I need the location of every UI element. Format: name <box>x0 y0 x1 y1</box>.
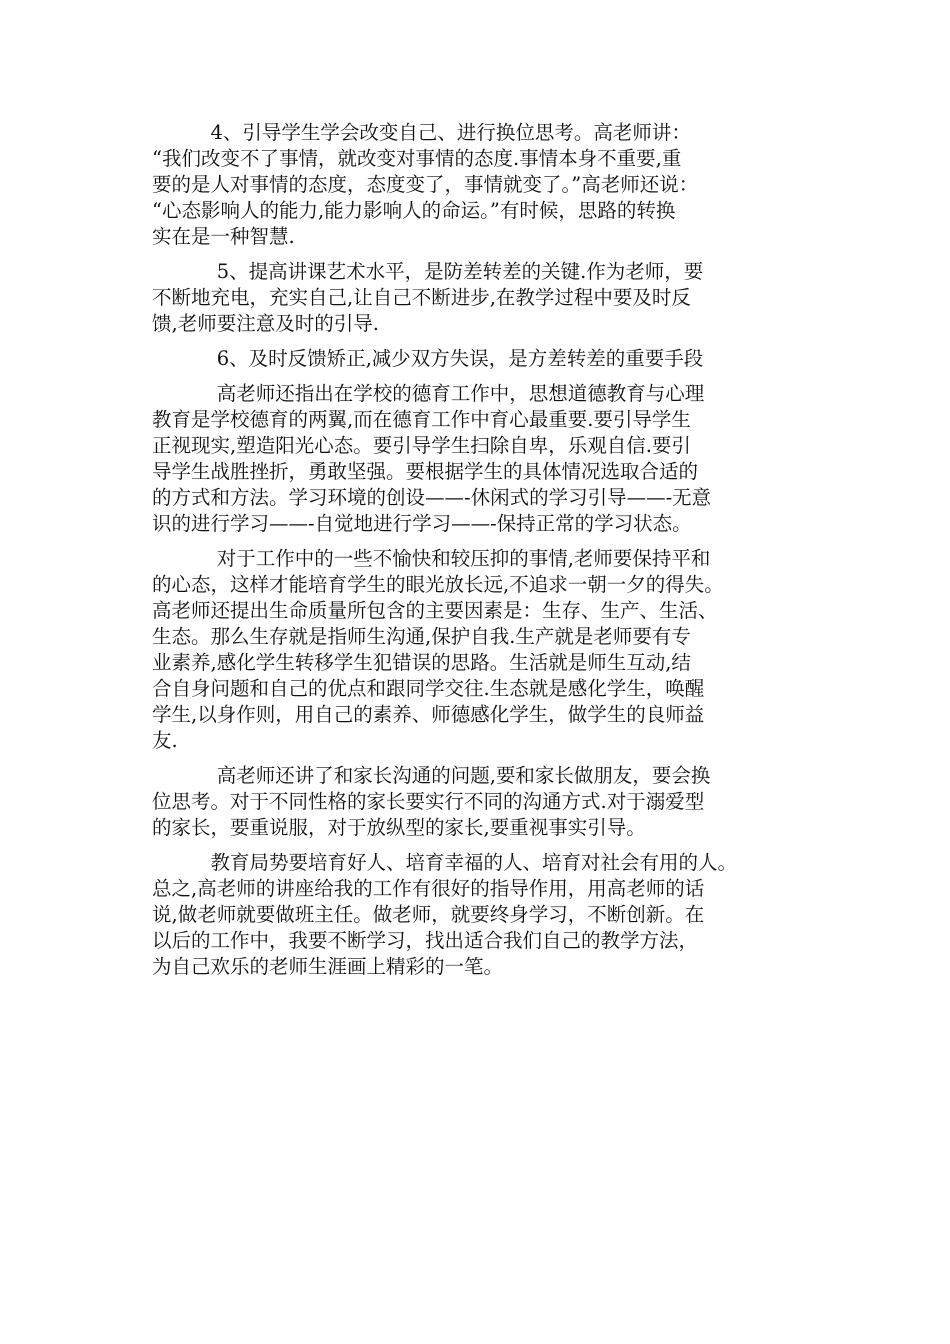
text-line: 友. <box>152 729 178 752</box>
paragraph-5-teaching-art <box>152 259 812 337</box>
text-line: 5、提高讲课艺术水平，是防差转差的关键.作为老师，要 <box>152 260 704 283</box>
text-line: 以后的工作中，我要不断学习，找出适合我们自己的教学方法， <box>152 929 699 952</box>
text-line: 位思考。对于不同性格的家长要实行不同的沟通方式.对于溺爱型 <box>152 790 705 813</box>
text-line: 为自己欢乐的老师生涯画上精彩的一笔。 <box>152 955 504 978</box>
text-line: 生态。那么生存就是指师生沟通,保护自我.生产就是老师要有专 <box>152 625 691 648</box>
text-line: 总之,高老师的讲座给我的工作有很好的指导作用，用高老师的话 <box>152 877 705 900</box>
text-line: 高老师还讲了和家长沟通的问题,要和家长做朋友，要会换 <box>152 764 711 787</box>
text-line: 识的进行学习——-自觉地进行学习——-保持正常的学习状态。 <box>152 512 692 535</box>
text-line: 的家长，要重说服，对于放纵型的家长,要重视事实引导。 <box>152 816 646 839</box>
paragraph-conclusion <box>152 850 812 980</box>
paragraph-6-feedback <box>152 346 812 372</box>
text-line: 高老师还提出生命质量所包含的主要因素是：生存、生产、生活、 <box>152 599 718 622</box>
text-line: “心态影响人的能力,能力影响人的命运。”有时候，思路的转换 <box>152 199 676 222</box>
text-line: “我们改变不了事情，就改变对事情的态度.事情本身不重要,重 <box>152 147 682 170</box>
text-line: 正视现实,塑造阳光心态。要引导学生扫除自卑，乐观自信.要引 <box>152 434 691 457</box>
text-line: 的心态，这样才能培育学生的眼光放长远,不追求一朝一夕的得失。 <box>152 573 724 596</box>
paragraph-parent-communication <box>152 763 812 841</box>
text-line: 说,做老师就要做班主任。做老师，就要终身学习，不断创新。在 <box>152 903 705 926</box>
text-line: 教育是学校德育的两翼,而在德育工作中育心最重要.要引导学生 <box>152 408 691 431</box>
document-body <box>152 120 812 989</box>
text-line: 不断地充电，充实自己,让自己不断进步,在教学过程中要及时反 <box>152 286 691 309</box>
text-line: 业素养,感化学生转移学生犯错误的思路。生活就是师生互动,结 <box>152 651 691 674</box>
text-line: 4、引导学生学会改变自己、进行换位思考。高老师讲： <box>152 121 691 144</box>
text-line: 教育局势要培育好人、培育幸福的人、培育对社会有用的人。 <box>152 851 738 874</box>
text-line: 馈,老师要注意及时的引导. <box>152 312 379 335</box>
text-line: 要的是人对事情的态度，态度变了，事情就变了。”高老师还说： <box>152 173 699 196</box>
text-line: 对于工作中的一些不愉快和较压抑的事情,老师要保持平和 <box>152 547 711 570</box>
text-line: 导学生战胜挫折，勇敢坚强。要根据学生的具体情况选取合适的 <box>152 460 699 483</box>
text-line: 合自身问题和自己的优点和跟同学交往.生态就是感化学生，唤醒 <box>152 677 705 700</box>
text-line: 的方式和方法。学习环境的创设——-休闲式的学习引导——-无意 <box>152 486 712 509</box>
paragraph-life-quality <box>152 546 812 754</box>
paragraph-moral-education <box>152 381 812 537</box>
text-line: 6、及时反馈矫正,减少双方失误，是方差转差的重要手段 <box>152 347 704 370</box>
text-line: 实在是一种智慧. <box>152 225 295 248</box>
paragraph-4-perspective <box>152 120 812 250</box>
text-line: 高老师还指出在学校的德育工作中，思想道德教育与心理 <box>152 382 705 405</box>
text-line: 学生,以身作则，用自己的素养、师德感化学生，做学生的良师益 <box>152 703 705 726</box>
